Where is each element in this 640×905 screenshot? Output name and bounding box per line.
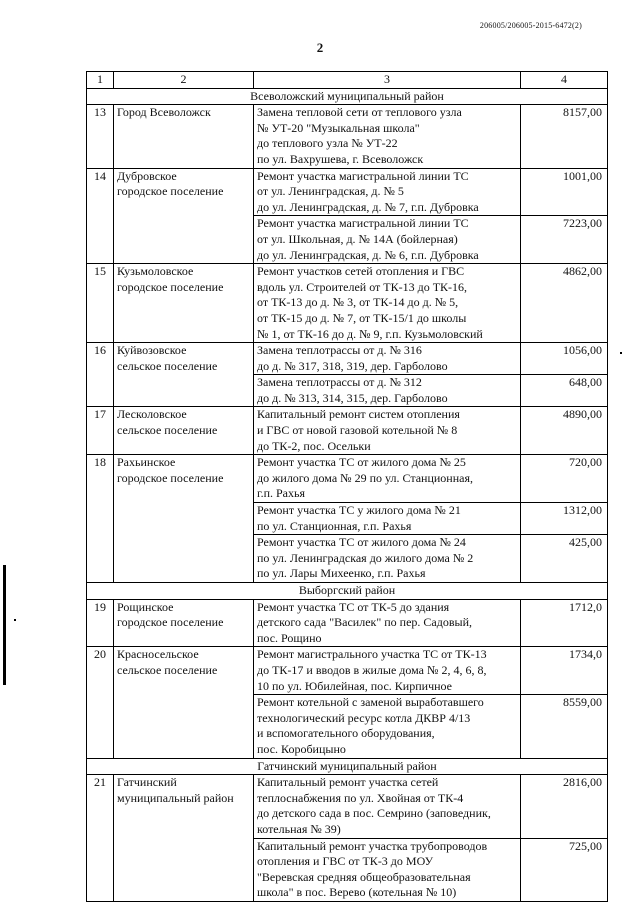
work-line: и ГВС от новой газовой котельной № 8 <box>257 423 458 438</box>
work-line: Ремонт участка ТС от жилого дома № 25 <box>257 455 466 470</box>
work-line: по ул. Ленинградская до жилого дома № 2 <box>257 550 474 565</box>
column-number-row <box>87 72 608 89</box>
district-name: Выборгский район <box>87 583 608 600</box>
work-line: Ремонт магистрального участка ТС от ТК-13 <box>257 647 487 662</box>
amount: 1001,00 <box>521 168 608 216</box>
work-line: по ул. Вахрушева, г. Всеволожск <box>257 151 424 166</box>
table-row <box>87 599 608 647</box>
work-description <box>254 343 521 375</box>
settlement-cell <box>114 775 254 902</box>
amount: 425,00 <box>521 535 608 583</box>
settlement-name: Кузьмоловское <box>117 264 194 279</box>
work-line: Капитальный ремонт систем отопления <box>257 407 460 422</box>
table-row <box>87 264 608 343</box>
column-number: 3 <box>254 72 521 89</box>
work-line: по ул. Лары Михеенко, г.п. Рахья <box>257 566 426 581</box>
column-number: 1 <box>87 72 114 89</box>
work-line: от ТК-15 до д. № 7, от ТК-15/1 до школы <box>257 310 467 325</box>
settlement-name: сельское поселение <box>117 358 218 373</box>
amount: 1712,0 <box>521 599 608 647</box>
settlement-name: Дубровское <box>117 168 177 183</box>
work-description <box>254 375 521 407</box>
district-row <box>87 758 608 775</box>
district-name: Гатчинский муниципальный район <box>87 758 608 775</box>
table-row <box>87 407 608 455</box>
work-line: до д. № 313, 314, 315, дер. Гарболово <box>257 390 448 405</box>
work-line: отопления и ГВС от ТК-3 до МОУ <box>257 854 434 869</box>
work-description <box>254 535 521 583</box>
work-description <box>254 503 521 535</box>
amount: 4862,00 <box>521 264 608 343</box>
amount: 8559,00 <box>521 695 608 758</box>
work-line: по ул. Станционная, г.п. Рахья <box>257 518 412 533</box>
scan-dot <box>14 619 16 621</box>
work-line: г.п. Рахья <box>257 486 305 501</box>
amount: 4890,00 <box>521 407 608 455</box>
work-line: "Веревская средняя общеобразовательная <box>257 869 471 884</box>
table-row <box>87 343 608 375</box>
work-line: от ул. Ленинградская, д. № 5 <box>257 184 404 199</box>
work-line: № УТ-20 "Музыкальная школа" <box>257 120 420 135</box>
work-description <box>254 264 521 343</box>
amount: 1312,00 <box>521 503 608 535</box>
work-description <box>254 168 521 216</box>
settlement-name: городское поселение <box>117 184 224 199</box>
work-description <box>254 695 521 758</box>
district-row <box>87 88 608 105</box>
settlement-name: городское поселение <box>117 279 224 294</box>
work-line: теплоснабжения по ул. Хвойная от ТК-4 <box>257 790 464 805</box>
work-line: вдоль ул. Строителей от ТК-13 до ТК-16, <box>257 279 468 294</box>
column-number: 2 <box>114 72 254 89</box>
work-line: до детского сада в пос. Семрино (заповедник, <box>257 806 491 821</box>
works-table <box>86 71 608 902</box>
works-table-body <box>87 72 608 902</box>
work-line: детского сада "Василек" по пер. Садовый, <box>257 615 472 630</box>
work-line: Капитальный ремонт участка сетей <box>257 775 439 790</box>
work-description <box>254 838 521 901</box>
row-number: 14 <box>87 168 114 264</box>
row-number: 19 <box>87 599 114 647</box>
work-line: Ремонт участка ТС у жилого дома № 21 <box>257 503 461 518</box>
work-line: пос. Рощино <box>257 630 322 645</box>
amount: 1734,0 <box>521 647 608 695</box>
work-line: до жилого дома № 29 по ул. Станционная, <box>257 470 473 485</box>
work-description <box>254 105 521 168</box>
work-line: Ремонт участков сетей отопления и ГВС <box>257 264 465 279</box>
table-row <box>87 775 608 838</box>
work-line: до ТК-17 и вводов в жилые дома № 2, 4, 6, 8, <box>257 662 487 677</box>
table-row <box>87 105 608 168</box>
work-line: Замена теплотрассы от д. № 312 <box>257 375 422 390</box>
work-line: 10 по ул. Юбилейная, пос. Кирпичное <box>257 678 452 693</box>
settlement-cell <box>114 647 254 758</box>
column-number: 4 <box>521 72 608 89</box>
settlement-name: сельское поселение <box>117 662 218 677</box>
work-line: школа" в пос. Верево (котельная № 10) <box>257 885 457 900</box>
district-row <box>87 583 608 600</box>
amount: 2816,00 <box>521 775 608 838</box>
work-line: технологический ресурс котла ДКВР 4/13 <box>257 710 471 725</box>
work-line: до ТК-2, пос. Осельки <box>257 438 371 453</box>
table-row <box>87 647 608 695</box>
row-number: 15 <box>87 264 114 343</box>
amount: 725,00 <box>521 838 608 901</box>
work-line: Ремонт участка ТС от ТК-5 до здания <box>257 599 450 614</box>
amount: 8157,00 <box>521 105 608 168</box>
settlement-name: сельское поселение <box>117 423 218 438</box>
work-description <box>254 775 521 838</box>
amount: 648,00 <box>521 375 608 407</box>
settlement-name: Гатчинский <box>117 775 177 790</box>
table-row <box>87 455 608 503</box>
settlement-name: городское поселение <box>117 615 224 630</box>
scan-edge-mark <box>3 565 6 685</box>
amount: 720,00 <box>521 455 608 503</box>
settlement-name: Рощинское <box>117 599 174 614</box>
document-id: 206005/206005-2015-6472(2) <box>479 21 582 30</box>
work-description <box>254 216 521 264</box>
settlement-cell <box>114 105 254 168</box>
work-line: Капитальный ремонт участка трубопроводов <box>257 838 488 853</box>
page-number: 2 <box>316 40 324 55</box>
work-line: Ремонт участка ТС от жилого дома № 24 <box>257 535 466 550</box>
settlement-cell <box>114 343 254 407</box>
settlement-cell <box>114 455 254 583</box>
settlement-cell <box>114 264 254 343</box>
settlement-cell <box>114 599 254 647</box>
work-line: до д. № 317, 318, 319, дер. Гарболово <box>257 358 448 373</box>
district-name: Всеволожский муниципальный район <box>87 88 608 105</box>
row-number: 20 <box>87 647 114 758</box>
work-line: № 1, от ТК-16 до д. № 9, г.п. Кузьмоловский <box>257 326 483 341</box>
work-line: и вспомогательного оборудования, <box>257 726 435 741</box>
settlement-name: Куйвозовское <box>117 343 187 358</box>
settlement-name: Лесколовское <box>117 407 187 422</box>
settlement-cell <box>114 168 254 264</box>
row-number: 21 <box>87 775 114 902</box>
row-number: 17 <box>87 407 114 455</box>
settlement-name: Рахьинское <box>117 455 176 470</box>
row-number: 18 <box>87 455 114 583</box>
work-line: котельная № 39) <box>257 821 341 836</box>
work-line: Ремонт котельной с заменой выработавшего <box>257 695 484 710</box>
settlement-name: муниципальный район <box>117 790 234 805</box>
row-number: 16 <box>87 343 114 407</box>
work-line: до ул. Ленинградская, д. № 7, г.п. Дубровка <box>257 199 479 214</box>
work-line: Замена теплотрассы от д. № 316 <box>257 343 422 358</box>
settlement-name: Красносельское <box>117 647 199 662</box>
settlement-cell <box>114 407 254 455</box>
row-number: 13 <box>87 105 114 168</box>
work-description <box>254 407 521 455</box>
table-row <box>87 168 608 216</box>
settlement-name: городское поселение <box>117 470 224 485</box>
work-description <box>254 455 521 503</box>
work-line: от ТК-13 до д. № 3, от ТК-14 до д. № 5, <box>257 295 459 310</box>
work-line: Ремонт участка магистральной линии ТС <box>257 168 469 183</box>
work-line: пос. Коробицыно <box>257 741 346 756</box>
amount: 1056,00 <box>521 343 608 375</box>
work-line: Ремонт участка магистральной линии ТС <box>257 216 469 231</box>
work-line: до теплового узла № УТ-22 <box>257 136 398 151</box>
work-line: от ул. Школьная, д. № 14А (бойлерная) <box>257 231 458 246</box>
work-line: до ул. Ленинградская, д. № 6, г.п. Дубровка <box>257 247 479 262</box>
work-description <box>254 647 521 695</box>
work-description <box>254 599 521 647</box>
amount: 7223,00 <box>521 216 608 264</box>
settlement-name: Город Всеволожск <box>117 105 211 120</box>
work-line: Замена тепловой сети от теплового узла <box>257 105 462 120</box>
scan-dot <box>620 352 622 354</box>
